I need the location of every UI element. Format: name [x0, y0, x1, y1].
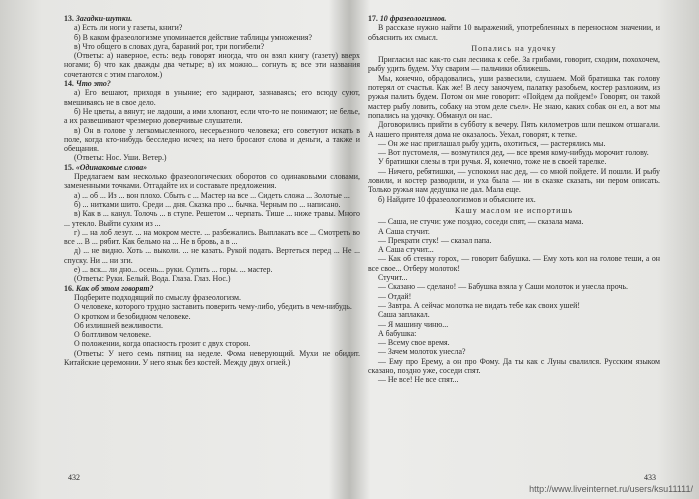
- paragraph: О человеке, которого трудно заставить поверить чему-либо, убедить в чем-нибудь.: [74, 302, 352, 312]
- paragraph: в) Как в ... канул. Толочь ... в ступе. Решетом ... черпать. Тише ... ниже травы. Много ... утекло. Выйти сухим из ...: [64, 209, 360, 228]
- paragraph: б) Не цветы, а вянут; не ладоши, а ими хлопают, если что-то не понимают; не белье, а их развешивают чрезмерно доверчивые слушатели.: [64, 106, 360, 126]
- paragraph: Стучит...: [378, 273, 408, 283]
- section-17-heading: 17. 10 фразеологизмов.: [368, 14, 447, 23]
- paragraph: (Ответы: Нос. Уши. Ветер.): [74, 153, 167, 163]
- paragraph: д) ... не видно. Хоть ... выколи. ... не казать. Рукой подать. Вертеться перед ... Не ... спуску. Ни ... ни зги.: [64, 246, 360, 265]
- section-15-heading: 15. «Одинаковые слова»: [64, 162, 148, 172]
- paragraph: (Ответы: У него семь пятниц на неделе. Фома неверующий. Мухи не обидит. Китайские церемонии. У него язык без костей. Между двух огней.): [64, 348, 360, 367]
- paragraph: У братишки слезы в три ручья. Я, конечно, тоже не в своей тарелке.: [378, 157, 607, 167]
- paragraph: г) ... на лоб лезут. ... на мокром месте. ... разбежались. Выплакать все ... Смотреть во все ... В ... рябит. Как бельмо на ... Не в бровь, а в ...: [64, 227, 360, 247]
- paragraph: (Ответы: Руки. Белый. Вода. Глаза. Глаз. Нос.): [74, 274, 231, 284]
- paragraph: — Прекрати стук! — сказал папа.: [378, 235, 492, 245]
- paragraph: — Зачем молоток унесла?: [378, 347, 466, 357]
- paragraph: Подберите подходящий по смыслу фразеологизм.: [74, 292, 242, 302]
- right-page: [368, 14, 660, 484]
- paragraph: — Сказано — сделано! — Бабушка взяла у Саши молоток и унесла прочь.: [378, 282, 628, 292]
- paragraph: — Завтра. А сейчас молотка не видать тебе как своих ушей!: [378, 300, 580, 310]
- section-13-heading: 13. Загадки-шутки.: [64, 14, 133, 23]
- paragraph: А бабушка:: [378, 328, 417, 338]
- paragraph: б) ... нитками шито. Среди ... дня. Сказка про ... бычка. Черным по ... написано.: [74, 199, 341, 209]
- paragraph: — Саша, не стучи: уже поздно, соседи спят, — сказала мама.: [378, 217, 584, 227]
- story-title: Кашу маслом не испортишь: [454, 205, 574, 215]
- paragraph: — Ничего, ребятишки, — успокоил нас дед, — со мной пойдете. И пошли. И рыбу ловили, и костер разводили, и уха была — ни в сказке сказать, ни пером описать. Только ружья нам дедушка не дал. Мала еще.: [368, 166, 660, 195]
- paragraph: О болтливом человеке.: [74, 330, 151, 340]
- paragraph: О положении, когда опасность грозит с двух сторон.: [74, 339, 251, 349]
- story-title: Попались на удочку: [471, 43, 557, 53]
- paragraph: (Ответы: а) наверное, есть: ведь говорят иногда, что он взял книгу (газету) вверх ногами; б) что как дважды два четыре; в) их можно... согнуть в; все эти названия сочетаются с этим глаголом.): [64, 51, 360, 79]
- paragraph: А Саша стучит...: [378, 245, 434, 255]
- paragraph: — Отдай!: [378, 291, 412, 301]
- paragraph: О кротком и безобидном человеке.: [74, 311, 191, 321]
- page-number: 433: [644, 472, 656, 482]
- page-number: 432: [68, 472, 80, 482]
- section-16-heading: 16. Как об этом говорят?: [64, 283, 154, 293]
- paragraph: В рассказе нужно найти 10 выражений, употребленных в переносном значении, и объяснить их смысл.: [368, 23, 660, 42]
- section-14-heading: 14. Что это?: [64, 79, 111, 89]
- paragraph: Договорились прийти в субботу к вечеру. Пять километров шли пешком отшагали. А нашего приятеля дома не оказалось. Уехал, говорят, к тетке.: [368, 120, 660, 139]
- paragraph: — Ему про Ерему, а он про Фому. Да ты как с Луны свалился. Русским языком сказано, поздно уже, соседи спят.: [368, 356, 660, 375]
- paragraph: Мы, конечно, обрадовались, уши развесили, слушаем. Мой братишка так голову потерял от счастья. Как же! В лесу заночуем, палатку разобьем, костер разложим, из ружья палить будем. Потом он мне говорит: «Пойдем да пойдем!» Говорят, он такой мастер рыбу ловить, собаку на этом деле съел». Не знаю, каких собак он ел, а вот мы попались на удочку. Обманул он нас.: [368, 73, 660, 120]
- paragraph: — Я машину чиню...: [378, 319, 449, 329]
- paragraph: — Всему свое время.: [378, 338, 450, 348]
- paragraph: Предлагаем вам несколько фразеологических оборотов со одинаковыми словами, замененными точками. Отгадайте их и составьте предложения.: [64, 172, 360, 191]
- paragraph: Пригласил нас как-то сын лесника к себе. За грибами, говорит, сходим, похохочем, рыбу удить будем. Уху сварим — пальчики оближешь.: [368, 55, 660, 74]
- left-page: [64, 14, 360, 484]
- paragraph: а) ... об ... Из ... вон плохо. Сбыть с ... Мастер на все ... Сидеть сложа ... Золотые ...: [74, 190, 350, 200]
- paragraph: Об излишней вежливости.: [74, 320, 163, 330]
- paragraph: А Саша стучит.: [378, 226, 430, 236]
- paragraph: — Не все! Не все спят...: [378, 375, 459, 385]
- watermark-url: http://www.liveinternet.ru/users/ksu11111/: [529, 484, 693, 494]
- paragraph: — Он же нас приглашал рыбу удить, охотиться, — растерялись мы.: [378, 138, 606, 148]
- paragraph: Саша заплакал.: [378, 310, 430, 320]
- paragraph: а) Есть ли ноги у газеты, книги?: [74, 23, 183, 33]
- paragraph: — Вот пустомеля, — возмутился дед, — все время кому-нибудь морочит голову.: [378, 148, 649, 158]
- paragraph: е) ... вск... ли дно... осень... руки. Сулить ... горы. ... мастер.: [74, 265, 273, 275]
- paragraph: — Как об стенку горох, — говорит бабушка. — Ему хоть кол на голове теши, а он все свое... Отберу молоток!: [368, 254, 660, 273]
- paragraph: а) Его вешают, приходя в уныние; его задирают, зазнаваясь; его всюду суют, вмешиваясь не в свое дело.: [64, 88, 360, 107]
- paragraph: б) В каком фразеологизме упоминается действие таблицы умножения?: [74, 32, 313, 42]
- paragraph: в) Он в голове у легкомысленного, несерьезного человека; его советуют искать в поле, когда кто-нибудь бесследно исчез; на него бросают слова и деньги, а также и обещания.: [64, 125, 360, 154]
- paragraph: в) Что общего в словах дуга, бараний рог, три погибели?: [74, 41, 265, 51]
- paragraph: б) Найдите 10 фразеологизмов и объясните их.: [378, 194, 536, 204]
